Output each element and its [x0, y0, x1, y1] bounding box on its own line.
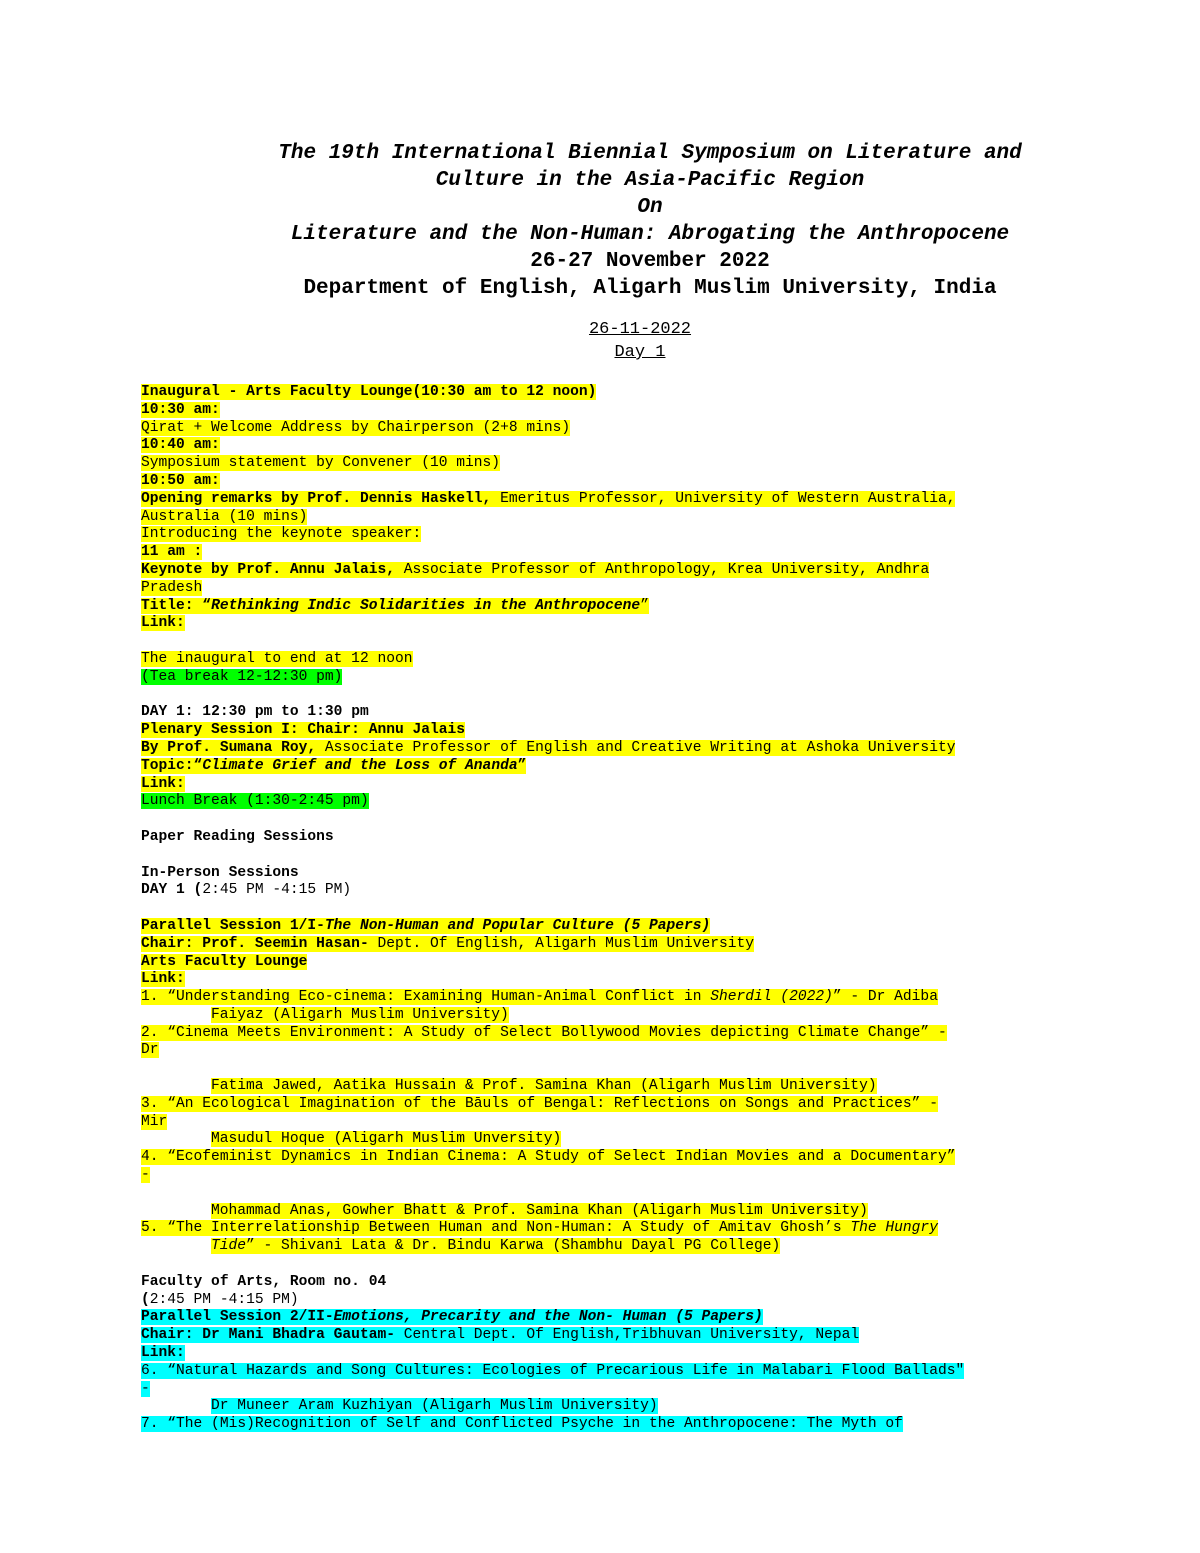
paper-3-authors: Masudul Hoque (Aligarh Muslim Unversity) [211, 1131, 562, 1148]
symposium-on: On [637, 196, 663, 219]
session-1-title: Parallel Session 1/I-The Non-Human and Popular Culture (5 Papers) [141, 917, 711, 934]
day-label: Day 1 [614, 343, 666, 362]
paper-6: 6. “Natural Hazards and Song Cultures: Ecologies of Precarious Life in Malabari Flood Ballads" [141, 1362, 965, 1379]
session-1-link[interactable]: Link: [141, 971, 185, 988]
schedule-time: 10:50 am: [141, 472, 220, 489]
paper-5-authors: Tide” - Shivani Lata & Dr. Bindu Karwa (Shambhu Dayal PG College) [211, 1238, 781, 1255]
schedule-item: Introducing the keynote speaker: [141, 526, 422, 543]
inaugural-link[interactable]: Link: [141, 615, 185, 632]
paper-3: 3. “An Ecological Imagination of the Bāuls of Bengal: Reflections on Songs and Practices” - [141, 1095, 938, 1112]
lunch-break: Lunch Break (1:30-2:45 pm) [141, 793, 369, 810]
session-1-chair: Chair: Prof. Seemin Hasan- Dept. Of English, Aligarh Muslim University [141, 935, 755, 952]
symposium-title-line-1: The 19th International Biennial Symposium on Literature and [278, 142, 1022, 165]
paper-2-authors: Fatima Jawed, Aatika Hussain & Prof. Samina Khan (Aligarh Muslim University) [211, 1078, 877, 1095]
document-header [140, 140, 1160, 302]
symposium-venue: Department of English, Aligarh Muslim University, India [303, 277, 997, 300]
paper-6-wrap: - [141, 1380, 150, 1397]
schedule-body [141, 384, 1101, 1434]
paper-2-wrap: Dr [141, 1042, 159, 1059]
keynote-cont: Pradesh [141, 579, 203, 596]
schedule-item: Qirat + Welcome Address by Chairperson (2+8 mins) [141, 419, 571, 436]
opening-remarks-cont: Australia (10 mins) [141, 508, 308, 525]
day-date: 26-11-2022 [588, 320, 692, 339]
paper-2: 2. “Cinema Meets Environment: A Study of Select Bollywood Movies depicting Climate Change” - [141, 1024, 947, 1041]
symposium-theme: Literature and the Non-Human: Abrogating the Anthropocene [290, 223, 1010, 246]
plenary-topic: Topic:“Climate Grief and the Loss of Ananda” [141, 757, 527, 774]
day-heading [140, 318, 1140, 364]
plenary-session: Plenary Session I: Chair: Annu Jalais [141, 722, 466, 739]
plenary-speaker: By Prof. Sumana Roy, Associate Professor of English and Creative Writing at Ashoka University [141, 739, 956, 756]
in-person-time: DAY 1 (2:45 PM -4:15 PM) [141, 882, 352, 899]
schedule-time: 10:40 am: [141, 437, 220, 454]
in-person-heading: In-Person Sessions [141, 864, 299, 881]
paper-4-authors: Mohammad Anas, Gowher Bhatt & Prof. Samina Khan (Aligarh Muslim University) [211, 1202, 868, 1219]
session-2-title: Parallel Session 2/II-Emotions, Precarity and the Non- Human (5 Papers) [141, 1309, 763, 1326]
keynote-title: Title: “Rethinking Indic Solidarities in the Anthropocene” [141, 597, 649, 614]
session-2-room: Faculty of Arts, Room no. 04 [141, 1273, 387, 1290]
plenary-link[interactable]: Link: [141, 775, 185, 792]
schedule-time: 11 am : [141, 544, 203, 561]
opening-remarks: Opening remarks by Prof. Dennis Haskell, Emeritus Professor, University of Western Australia, [141, 490, 956, 507]
session-1-room: Arts Faculty Lounge [141, 953, 308, 970]
paper-reading-heading: Paper Reading Sessions [141, 828, 334, 845]
symposium-title-line-2: Culture in the Asia-Pacific Region [435, 169, 865, 192]
session-2-time: (2:45 PM -4:15 PM) [141, 1291, 299, 1308]
plenary-time: DAY 1: 12:30 pm to 1:30 pm [141, 704, 369, 721]
inaugural-end: The inaugural to end at 12 noon [141, 650, 413, 667]
session-2-link[interactable]: Link: [141, 1345, 185, 1362]
inaugural-heading: Inaugural - Arts Faculty Lounge(10:30 am to 12 noon) [141, 384, 597, 400]
schedule-time: 10:30 am: [141, 401, 220, 418]
paper-3-wrap: Mir [141, 1113, 168, 1130]
tea-break: (Tea break 12-12:30 pm) [141, 668, 343, 685]
paper-1: 1. “Understanding Eco-cinema: Examining Human-Animal Conflict in Sherdil (2022)” - Dr Adiba [141, 989, 938, 1006]
paper-6-authors: Dr Muneer Aram Kuzhiyan (Aligarh Muslim University) [211, 1398, 658, 1415]
schedule-item: Symposium statement by Convener (10 mins) [141, 455, 501, 472]
keynote: Keynote by Prof. Annu Jalais, Associate Professor of Anthropology, Krea University, Andhra [141, 561, 930, 578]
session-2-chair: Chair: Dr Mani Bhadra Gautam- Central Dept. Of English,Tribhuvan University, Nepal [141, 1327, 860, 1344]
paper-1-authors: Faiyaz (Aligarh Muslim University) [211, 1006, 509, 1023]
paper-7: 7. “The (Mis)Recognition of Self and Conflicted Psyche in the Anthropocene: The Myth of [141, 1416, 903, 1433]
symposium-dates: 26-27 November 2022 [530, 250, 770, 273]
paper-5: 5. “The Interrelationship Between Human and Non-Human: A Study of Amitav Ghosh’s The Hungry [141, 1220, 938, 1237]
paper-4: 4. “Ecofeminist Dynamics in Indian Cinema: A Study of Select Indian Movies and a Documentary” [141, 1149, 956, 1166]
paper-4-wrap: - [141, 1167, 150, 1184]
